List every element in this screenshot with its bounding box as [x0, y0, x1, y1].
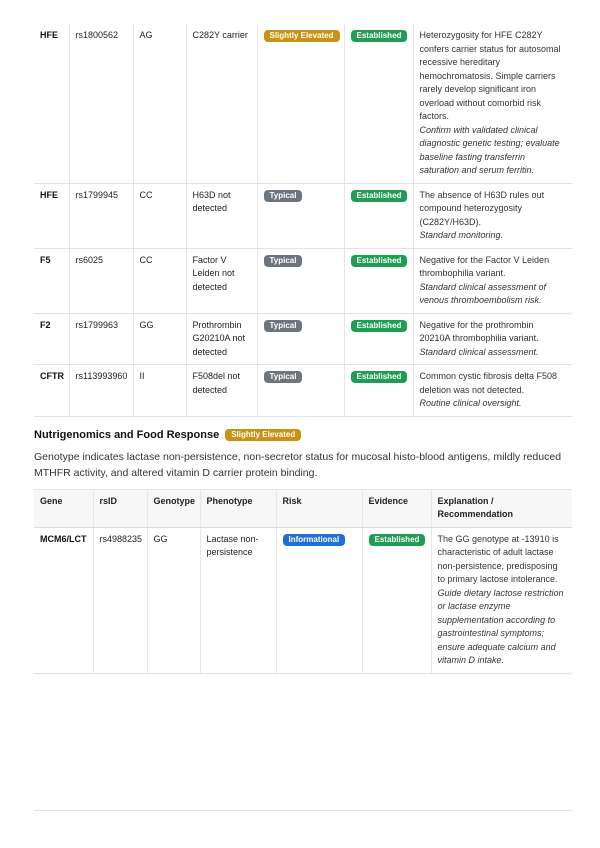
table-row — [34, 365, 572, 417]
recommendation-text: Standard monitoring. — [419, 230, 504, 240]
gene-cell: CFTR — [34, 365, 69, 417]
genotype-cell: II — [133, 365, 186, 417]
column-header-rsid: rsID — [93, 489, 147, 527]
explanation-text: Negative for the prothrombin 20210A thrombophilia variant. — [419, 319, 539, 343]
explanation-cell — [431, 527, 572, 673]
table-row — [34, 24, 572, 183]
column-header-genotype: Genotype — [147, 489, 200, 527]
genotype-cell: GG — [133, 313, 186, 365]
explanation-text: Common cystic fibrosis delta F508 deletion was not detected. — [419, 371, 558, 395]
rsid-cell: rs6025 — [69, 248, 133, 313]
phenotype-cell: H63D not detected — [186, 183, 257, 248]
phenotype-cell: Lactase non-persistence — [200, 527, 276, 673]
risk-badge: Informational — [283, 534, 346, 546]
phenotype-cell: C282Y carrier — [186, 24, 257, 183]
risk-badge: Slightly Elevated — [264, 30, 340, 42]
genetic-variants-table — [34, 24, 572, 417]
recommendation-text: Confirm with validated clinical diagnostic genetic testing; evaluate baseline fasting transferrin saturation and serum ferritin. — [419, 124, 560, 175]
evidence-badge: Established — [369, 534, 426, 546]
column-header-phenotype: Phenotype — [200, 489, 276, 527]
gene-cell: MCM6/LCT — [34, 527, 93, 673]
rsid-cell: rs1799945 — [69, 183, 133, 248]
table-row — [34, 183, 572, 248]
gene-cell: HFE — [34, 183, 69, 248]
risk-badge: Typical — [264, 255, 303, 267]
rsid-cell: rs113993960 — [69, 365, 133, 417]
risk-cell — [257, 248, 344, 313]
explanation-cell — [413, 365, 572, 417]
rsid-cell: rs4988235 — [93, 527, 147, 673]
phenotype-cell: Prothrombin G20210A not detected — [186, 313, 257, 365]
column-header-explanation: Explanation / Recommendation — [431, 489, 572, 527]
table-row — [34, 313, 572, 365]
evidence-cell — [362, 527, 431, 673]
evidence-badge: Established — [351, 320, 408, 332]
explanation-cell — [413, 183, 572, 248]
evidence-cell — [344, 248, 413, 313]
risk-badge: Typical — [264, 371, 303, 383]
evidence-badge: Established — [351, 371, 408, 383]
report-page — [34, 24, 572, 674]
table-header-row — [34, 489, 572, 527]
phenotype-cell: F508del not detected — [186, 365, 257, 417]
rsid-cell: rs1800562 — [69, 24, 133, 183]
genotype-cell: AG — [133, 24, 186, 183]
column-header-risk: Risk — [276, 489, 362, 527]
evidence-badge: Established — [351, 255, 408, 267]
page-bottom-divider — [34, 810, 572, 811]
table-row — [34, 248, 572, 313]
gene-cell: F5 — [34, 248, 69, 313]
gene-cell: F2 — [34, 313, 69, 365]
table-row — [34, 527, 572, 673]
section-description: Genotype indicates lactase non-persistence, non-secretor status for mucosal histo-blood antigens, mildly reduced MTHFR activity, and altered vitamin D carrier protein binding. — [34, 450, 562, 479]
explanation-cell — [413, 24, 572, 183]
column-header-evidence: Evidence — [362, 489, 431, 527]
recommendation-text: Routine clinical oversight. — [419, 398, 522, 408]
evidence-badge: Established — [351, 190, 408, 202]
recommendation-text: Standard clinical assessment of venous thromboembolism risk. — [419, 281, 547, 305]
risk-cell — [257, 183, 344, 248]
genotype-cell: GG — [147, 527, 200, 673]
recommendation-text: Standard clinical assessment. — [419, 346, 539, 357]
section-title: Nutrigenomics and Food Response — [34, 428, 220, 441]
explanation-text: Heterozygosity for HFE C282Y confers carrier status for autosomal recessive hereditary hemochromatosis. Simple carriers rarely develop significant iron overload without comorbid risk factors. — [419, 30, 561, 121]
explanation-text: The GG genotype at -13910 is characteristic of adult lactase non-persistence, predisposing to primary lactose intolerance. — [437, 533, 559, 584]
evidence-cell — [344, 24, 413, 183]
nutrigenomics-table — [34, 489, 572, 674]
explanation-text: Negative for the Factor V Leiden thrombophilia variant. — [419, 254, 550, 278]
risk-badge: Typical — [264, 190, 303, 202]
nutrigenomics-section — [34, 429, 572, 674]
section-heading — [34, 429, 572, 441]
gene-cell: HFE — [34, 24, 69, 183]
genotype-cell: CC — [133, 183, 186, 248]
recommendation-text: Guide dietary lactose restriction or lactase enzyme supplementation according to gastrointestinal symptoms; ensure adequate calcium and vitamin D intake. — [437, 587, 564, 665]
explanation-cell — [413, 313, 572, 365]
genotype-cell: CC — [133, 248, 186, 313]
evidence-cell — [344, 183, 413, 248]
phenotype-cell: Factor V Leiden not detected — [186, 248, 257, 313]
section-risk-badge: Slightly Elevated — [225, 429, 301, 441]
rsid-cell: rs1799963 — [69, 313, 133, 365]
risk-cell — [257, 365, 344, 417]
risk-cell — [257, 24, 344, 183]
evidence-cell — [344, 365, 413, 417]
evidence-badge: Established — [351, 30, 408, 42]
evidence-cell — [344, 313, 413, 365]
explanation-cell — [413, 248, 572, 313]
risk-badge: Typical — [264, 320, 303, 332]
column-header-gene: Gene — [34, 489, 93, 527]
risk-cell — [257, 313, 344, 365]
risk-cell — [276, 527, 362, 673]
explanation-text: The absence of H63D rules out compound heterozygosity (C282Y/H63D). — [419, 189, 545, 227]
